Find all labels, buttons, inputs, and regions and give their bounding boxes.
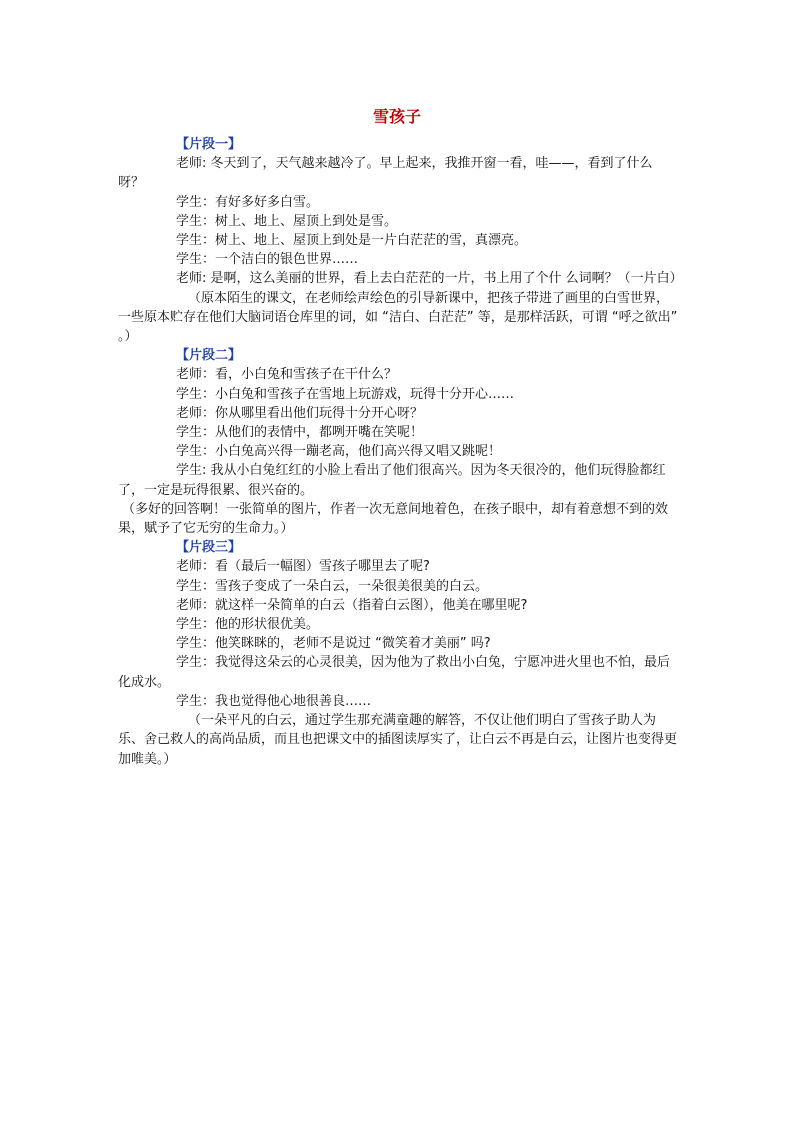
paragraph: 老师: 是啊，这么美丽的世界，看上去白茫茫的一片，书上用了个什 么词啊？（一片白）: [176, 271, 683, 287]
paragraph: 老师：看，小白兔和雪孩子在干什么？: [176, 367, 398, 383]
paragraph: 学生：小白兔高兴得一蹦老高，他们高兴得又唱又跳呢！: [176, 444, 502, 460]
paragraph: 学生：有好多好多白雪。: [176, 194, 320, 210]
document-body: [118, 135, 683, 769]
paragraph: 老师：你从哪里看出他们玩得十分开心呀？: [176, 405, 424, 421]
paragraph: 学生：他笑眯眯的，老师不是说过 “微笑着才美丽” 吗?: [176, 636, 491, 652]
paragraph: 学生：雪孩子变成了一朵白云，一朵很美很美的白云。: [176, 578, 489, 594]
paragraph: 学生：我觉得这朵云的心灵很美，因为他为了救出小白兔，宁愿冲进火里也不怕，最后化成水。: [118, 655, 671, 690]
section-heading: 【片段一】: [176, 137, 242, 152]
paragraph: 学生：一个洁白的银色世界……: [176, 252, 359, 268]
paragraph: 学生：从他们的表情中，都咧开嘴在笑呢！: [176, 425, 424, 441]
paragraph: 学生：小白兔和雪孩子在雪地上玩游戏，玩得十分开心……: [176, 386, 515, 402]
paragraph: 老师：看（最后一幅图）雪孩子哪里去了呢?: [176, 559, 430, 575]
paragraph: 学生：树上、地上、屋顶上到处是一片白茫茫的雪，真漂亮。: [176, 233, 528, 249]
section-heading: 【片段三】: [176, 540, 242, 556]
section-heading: 【片段二】: [176, 348, 242, 364]
paragraph: 学生：树上、地上、屋顶上到处是雪。: [176, 213, 398, 229]
paragraph: 老师: 冬天到了，天气越来越冷了。早上起来，我推开窗一看，哇——，看到了什么呀？: [118, 156, 653, 191]
paragraph: 学生: 我从小白兔红红的小脸上看出了他们很高兴。因为冬天很冷的，他们玩得脸都红了，一定是玩得很累、很兴奋的。: [118, 463, 666, 498]
paragraph: 学生：他的形状很优美。: [176, 617, 320, 633]
paragraph: 老师：就这样一朵简单的白云（指着白云图），他美在哪里呢?: [176, 597, 528, 613]
commentary-paragraph: （一朵平凡的白云，通过学生那充满童趣的解答，不仅让他们明白了雪孩子助人为乐、舍己救人的高尚品质，而且也把课文中的插图读厚实了，让白云不再是白云，让图片也变得更加唯美。）: [118, 713, 678, 767]
document-title: 雪孩子: [372, 107, 421, 126]
commentary-paragraph: （原本陌生的课文，在老师绘声绘色的引导新课中，把孩子带进了画里的白雪世界，一些原本贮存在他们大脑词语仓库里的词，如 “洁白、白茫茫” 等，是那样活跃，可谓 “呼之欲出” 。）: [118, 290, 678, 345]
commentary-paragraph: （多好的回答啊！一张简单的图片，作者一次无意间地着色，在孩子眼中，却有着意想不到的效果，赋予了它无穷的生命力。）: [118, 501, 669, 537]
paragraph: 学生：我也觉得他心地很善良……: [176, 693, 372, 709]
